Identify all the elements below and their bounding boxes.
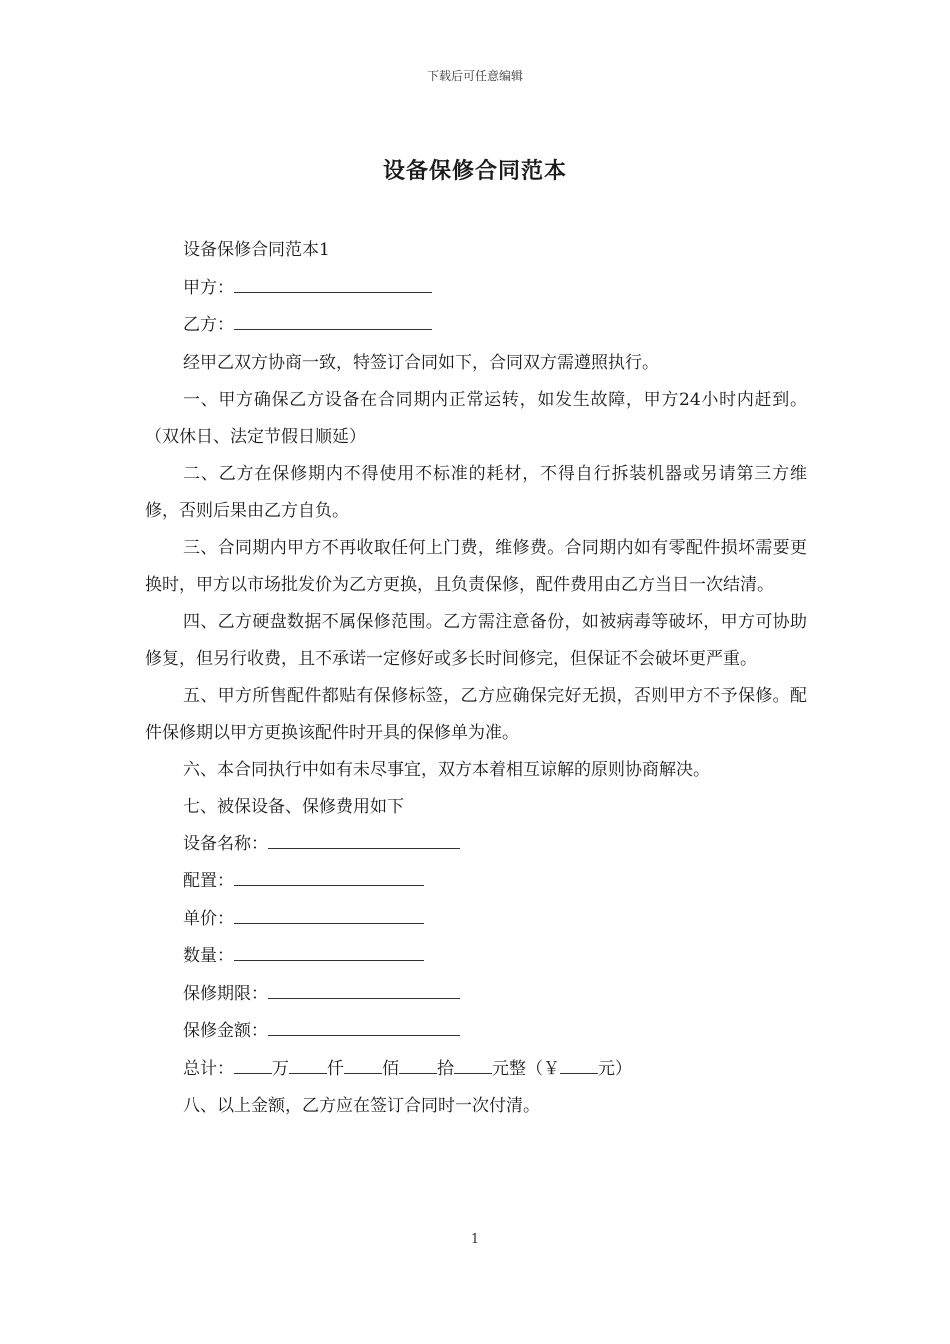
- intro-paragraph: 经甲乙双方协商一致，特签订合同如下，合同双方需遵照执行。: [183, 352, 659, 373]
- clause-8: 八、以上金额，乙方应在签订合同时一次付清。: [183, 1096, 540, 1116]
- clause-5: 五、甲方所售配件都贴有保修标签，乙方应确保完好无损，否则甲方不予保修。配件保修期以甲方更换该配件时开具的保修单为准。: [145, 685, 807, 743]
- total-blank-yen: [560, 1059, 598, 1074]
- subtitle-text: 设备保修合同范本1: [183, 240, 330, 260]
- page-header: 下载后可任意编辑: [426, 69, 523, 83]
- total-yuan-close-label: 元）: [598, 1058, 632, 1079]
- unit-price-blank: [234, 909, 424, 924]
- config-blank: [234, 871, 424, 886]
- clause-3: 三、合同期内甲方不再收取任何上门费，维修费。合同期内如有零配件损坏需要更换时，甲方以市场批发价为乙方更换，且负责保修，配件费用由乙方当日一次结清。: [145, 537, 807, 595]
- total-qian-label: 仟: [327, 1058, 344, 1079]
- total-label: 总计：: [183, 1058, 234, 1079]
- clause-7: 七、被保设备、保修费用如下: [183, 796, 404, 817]
- total-blank-wan: [234, 1059, 272, 1074]
- unit-price-label: 单价：: [183, 908, 234, 929]
- total-blank-shi: [399, 1059, 437, 1074]
- document-title: 设备保修合同范本: [382, 158, 567, 184]
- total-blank-yuan: [454, 1059, 492, 1074]
- party-b-label: 乙方：: [183, 315, 234, 335]
- party-a-blank: [234, 278, 432, 293]
- equipment-name-line: [145, 826, 807, 864]
- config-line: [145, 863, 807, 901]
- total-shi-label: 拾: [437, 1058, 454, 1079]
- config-label: 配置：: [183, 871, 234, 891]
- warranty-period-label: 保修期限：: [183, 983, 268, 1004]
- quantity-line: [145, 938, 807, 976]
- total-blank-bai: [344, 1059, 382, 1074]
- quantity-blank: [234, 946, 424, 961]
- clause-4: 四、乙方硬盘数据不属保修范围。乙方需注意备份，如被病毒等破坏，甲方可协助修复，但另行收费，且不承诺一定修好或多长时间修完，但保证不会破坏更严重。: [145, 611, 807, 669]
- warranty-period-blank: [268, 984, 460, 999]
- total-yuan-zheng-label: 元整（￥: [492, 1058, 560, 1079]
- clause-6: 六、本合同执行中如有未尽事宜，双方本着相互谅解的原则协商解决。: [183, 759, 710, 780]
- equipment-name-label: 设备名称：: [183, 833, 268, 854]
- total-bai-label: 佰: [382, 1058, 399, 1079]
- total-line: [145, 1051, 807, 1089]
- equipment-name-blank: [268, 834, 460, 849]
- unit-price-line: [145, 901, 807, 939]
- warranty-amount-blank: [268, 1021, 460, 1036]
- party-a-line: [145, 270, 807, 308]
- party-b-line: [145, 307, 807, 345]
- warranty-amount-label: 保修金额：: [183, 1021, 268, 1041]
- clause-1: 一、甲方确保乙方设备在合同期内正常运转，如发生故障，甲方24小时内赶到。（双休日、法定节假日顺延）: [145, 389, 807, 447]
- page-number: 1: [470, 1232, 480, 1247]
- total-wan-label: 万: [272, 1058, 289, 1079]
- contract-subtitle: [145, 232, 807, 270]
- party-b-blank: [234, 315, 432, 330]
- party-a-label: 甲方：: [183, 277, 234, 298]
- warranty-amount-line: [145, 1013, 807, 1051]
- total-blank-qian: [289, 1059, 327, 1074]
- clause-2: 二、乙方在保修期内不得使用不标准的耗材，不得自行拆装机器或另请第三方维修，否则后果由乙方自负。: [145, 463, 807, 521]
- document-body: [145, 232, 807, 1125]
- quantity-label: 数量：: [183, 946, 234, 966]
- warranty-period-line: [145, 976, 807, 1014]
